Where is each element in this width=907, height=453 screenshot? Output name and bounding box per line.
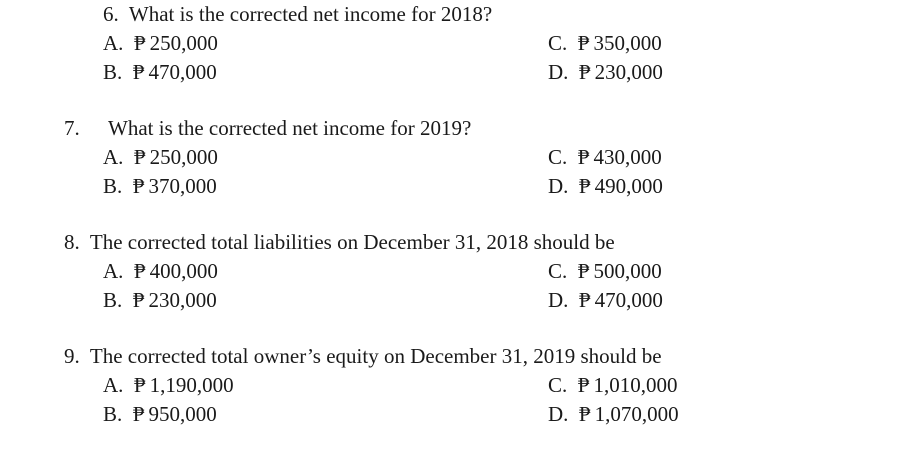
peso-sign: ₱	[132, 402, 145, 426]
option-amount: 490,000	[594, 174, 663, 198]
option-c	[548, 147, 662, 168]
option-amount: 1,190,000	[149, 373, 234, 397]
option-letter: D.	[548, 60, 569, 84]
option-b	[103, 62, 217, 83]
option-letter: C.	[548, 145, 568, 169]
question-text: The corrected total owner’s equity on December 31, 2019 should be	[89, 344, 662, 368]
option-b	[103, 290, 217, 311]
question-6-stem	[103, 4, 492, 25]
peso-sign: ₱	[578, 288, 591, 312]
option-amount: 350,000	[593, 31, 662, 55]
option-letter: A.	[103, 373, 124, 397]
peso-sign: ₱	[133, 145, 146, 169]
option-letter: B.	[103, 402, 123, 426]
peso-sign: ₱	[133, 31, 146, 55]
question-7-text: What is the corrected net income for 2019?	[108, 116, 472, 140]
option-b	[103, 176, 217, 197]
question-7-number: 7.	[64, 116, 80, 140]
question-number: 9.	[64, 344, 80, 368]
peso-sign: ₱	[577, 31, 590, 55]
option-amount: 470,000	[148, 60, 217, 84]
question-8-stem	[64, 232, 615, 253]
option-letter: A.	[103, 259, 124, 283]
option-amount: 230,000	[148, 288, 217, 312]
peso-sign: ₱	[132, 288, 145, 312]
peso-sign: ₱	[578, 60, 591, 84]
option-letter: B.	[103, 288, 123, 312]
option-amount: 400,000	[149, 259, 218, 283]
option-letter: D.	[548, 174, 569, 198]
option-amount: 250,000	[149, 145, 218, 169]
option-amount: 230,000	[594, 60, 663, 84]
option-c	[548, 261, 662, 282]
option-d	[548, 176, 663, 197]
question-9-stem	[64, 346, 662, 367]
option-a	[103, 33, 218, 54]
option-a	[103, 375, 234, 396]
option-letter: C.	[548, 259, 568, 283]
option-a	[103, 147, 218, 168]
option-b	[103, 404, 217, 425]
question-number: 8.	[64, 230, 80, 254]
option-letter: B.	[103, 174, 123, 198]
option-amount: 950,000	[148, 402, 217, 426]
peso-sign: ₱	[132, 60, 145, 84]
option-amount: 250,000	[149, 31, 218, 55]
peso-sign: ₱	[133, 373, 146, 397]
option-amount: 370,000	[148, 174, 217, 198]
option-amount: 1,070,000	[594, 402, 679, 426]
option-d	[548, 404, 679, 425]
option-letter: C.	[548, 373, 568, 397]
peso-sign: ₱	[578, 174, 591, 198]
option-d	[548, 290, 663, 311]
option-amount: 470,000	[594, 288, 663, 312]
question-number: 6.	[103, 2, 119, 26]
peso-sign: ₱	[132, 174, 145, 198]
option-amount: 1,010,000	[593, 373, 678, 397]
option-a	[103, 261, 218, 282]
option-amount: 500,000	[593, 259, 662, 283]
option-amount: 430,000	[593, 145, 662, 169]
option-c	[548, 33, 662, 54]
option-letter: D.	[548, 402, 569, 426]
peso-sign: ₱	[133, 259, 146, 283]
peso-sign: ₱	[577, 373, 590, 397]
peso-sign: ₱	[577, 259, 590, 283]
option-d	[548, 62, 663, 83]
option-letter: D.	[548, 288, 569, 312]
peso-sign: ₱	[577, 145, 590, 169]
question-text: What is the corrected net income for 2018?	[128, 2, 493, 26]
option-c	[548, 375, 677, 396]
option-letter: A.	[103, 145, 124, 169]
peso-sign: ₱	[578, 402, 591, 426]
question-text: The corrected total liabilities on December 31, 2018 should be	[89, 230, 615, 254]
option-letter: C.	[548, 31, 568, 55]
option-letter: A.	[103, 31, 124, 55]
option-letter: B.	[103, 60, 123, 84]
